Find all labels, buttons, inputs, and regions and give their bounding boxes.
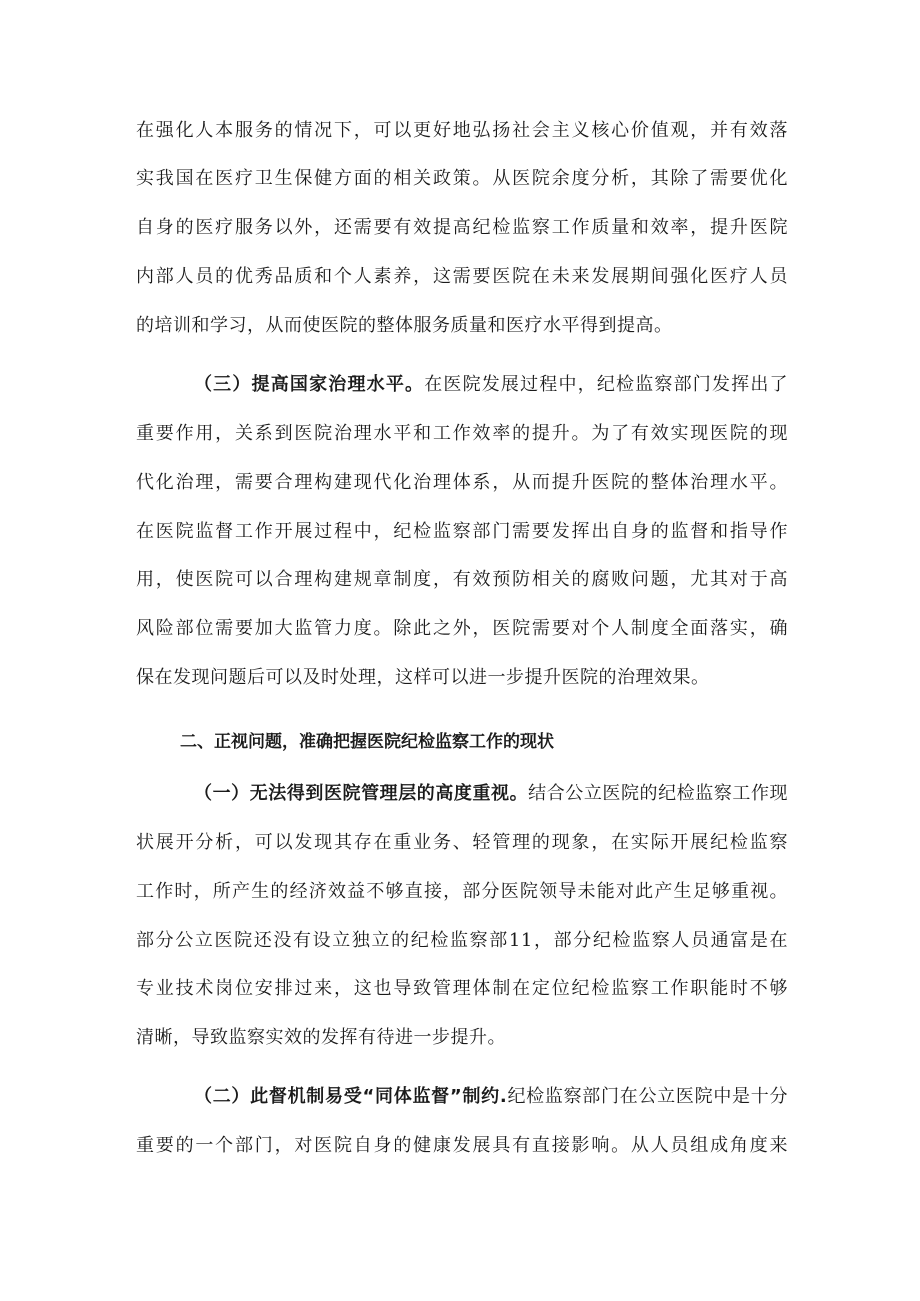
paragraph-3-line-6: 清晰，导致监察实效的发挥有待进一步提升。 xyxy=(136,1027,506,1048)
paragraph-3-line-4: 部分公立医院还没有设立独立的纪检监察部11，部分纪检监察人员通富是在 xyxy=(136,930,788,951)
paragraph-3-line-2: 状展开分析，可以发现其存在重业务、轻管理的现象，在实际开展纪检监察 xyxy=(136,832,788,853)
section-heading: 二、正视问题，准确把握医院纪检监察工作的现状 xyxy=(180,732,554,752)
paragraph-1-line-5: 的培训和学习，从而使医院的整体服务质量和医疗水平得到提高。 xyxy=(136,315,673,336)
paragraph-2-line-7: 保在发现问题后可以及时处理，这样可以进一步提升医院的治理效果。 xyxy=(136,667,710,688)
paragraph-4-lead: （二）此督机制易受“同体监督”制约. xyxy=(194,1086,508,1107)
paragraph-2-lead: （三）提高国家治理水平。 xyxy=(194,374,425,395)
paragraph-2-first-rest: 在医院发展过程中，纪检监察部门发挥出了 xyxy=(424,374,789,395)
paragraph-1-line-3: 自身的医疗服务以外，还需要有效提高纪检监察工作质量和效率，提升医院 xyxy=(136,217,788,238)
paragraph-1-line-4: 内部人员的优秀品质和个人素养，这需要医院在未来发展期间强化医疗人员 xyxy=(136,266,788,287)
paragraph-3-line-3: 工作时，所产生的经济效益不够直接，部分医院领导未能对此产生足够重视。 xyxy=(136,881,788,902)
paragraph-2-line-4: 在医院监督工作开展过程中，纪检监察部门需要发挥出自身的监督和指导作 xyxy=(136,521,788,542)
paragraph-1-line-2: 实我国在医疗卫生保健方面的相关政策。从医院余度分析，其除了需要优化 xyxy=(136,168,788,189)
paragraph-4-line-2: 重要的一个部门，对医院自身的健康发展具有直接影响。从人员组成角度来 xyxy=(136,1135,788,1156)
paragraph-4-first-rest: 纪检监察部门在公立医院中是十分 xyxy=(507,1086,788,1107)
paragraph-3-lead: （一）无法得到医院管理层的高度重视。 xyxy=(194,783,529,804)
paragraph-2-line-2: 重要作用，关系到医院治理水平和工作效率的提升。为了有效实现医院的现 xyxy=(136,423,788,444)
paragraph-2-line-5: 用，使医院可以合理构建规章制度，有效预防相关的腐败问题，尤其对于高 xyxy=(136,569,788,590)
paragraph-3-first-rest: 结合公立医院的纪检监察工作现 xyxy=(528,783,789,804)
paragraph-4-line-1 xyxy=(194,1080,788,1114)
paragraph-3-line-1 xyxy=(194,777,788,811)
paragraph-2-line-1 xyxy=(194,368,788,402)
paragraph-3-line-5: 专业技术岗位安排过来，这也导致管理体制在定位纪检监察工作职能时不够 xyxy=(136,978,788,999)
paragraph-2-line-3: 代化治理，需要合理构建现代化治理体系，从而提升医院的整体治理水平。 xyxy=(136,472,788,493)
paragraph-1-line-1: 在强化人本服务的情况下，可以更好地弘扬社会主义核心价值观，并有效落 xyxy=(136,120,788,141)
paragraph-2-line-6: 风险部位需要加大监管力度。除此之外，医院需要对个人制度全面落实，确 xyxy=(136,618,788,639)
